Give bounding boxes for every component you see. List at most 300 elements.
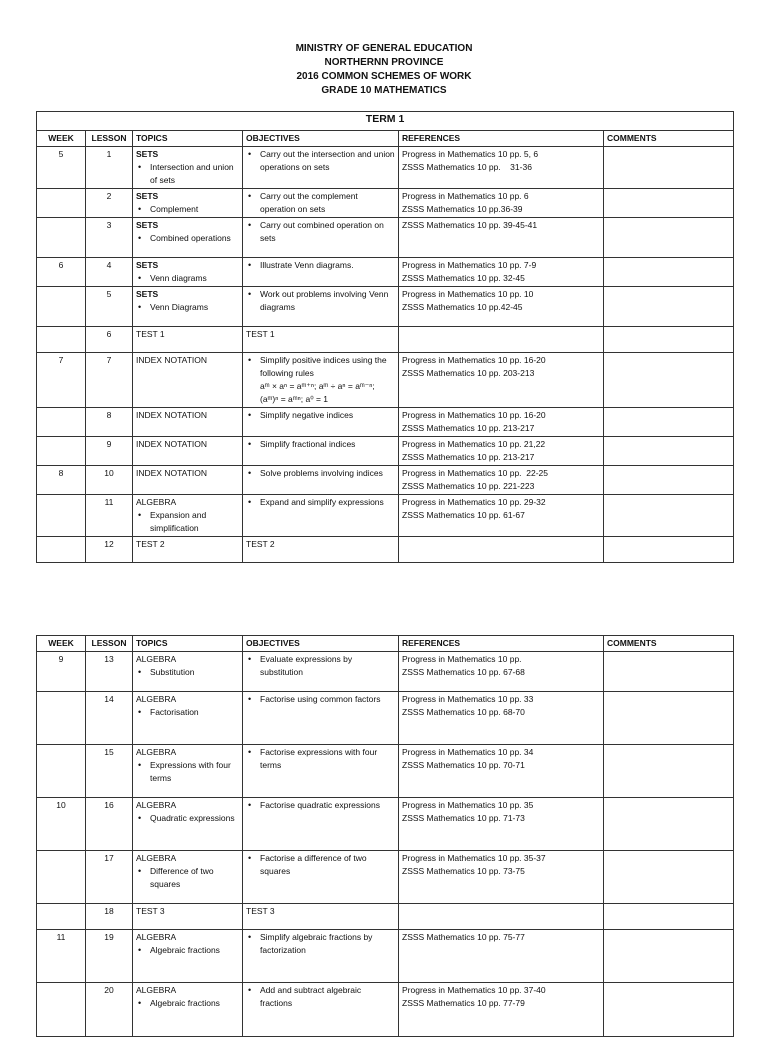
objective-text: Evaluate expressions by substitution xyxy=(260,654,353,677)
lesson-cell: 17 xyxy=(86,851,133,904)
objective-cell xyxy=(243,983,399,1037)
objective-text-bullet xyxy=(246,288,395,314)
reference-line: ZSSS Mathematics 10 pp. 31-36 xyxy=(402,162,532,172)
comments-cell xyxy=(604,466,734,495)
week-cell xyxy=(37,287,86,327)
subtopic-bullet xyxy=(136,301,239,314)
objective-text-bullet xyxy=(246,984,395,1010)
references-cell xyxy=(399,652,604,692)
references-cell xyxy=(399,930,604,983)
objective-cell xyxy=(243,904,399,930)
lesson-cell: 14 xyxy=(86,692,133,745)
references-cell xyxy=(399,983,604,1037)
topic-cell xyxy=(133,437,243,466)
week-cell xyxy=(37,745,86,798)
header-ministry: MINISTRY OF GENERAL EDUCATION xyxy=(295,43,473,54)
lesson-cell: 12 xyxy=(86,537,133,563)
subtopic-bullet xyxy=(136,759,239,785)
reference-line: Progress in Mathematics 10 pp. 29-32 xyxy=(402,497,546,507)
objective-cell xyxy=(243,692,399,745)
topic-cell xyxy=(133,495,243,537)
objective-text-bullet xyxy=(246,467,395,480)
lesson-cell: 1 xyxy=(86,147,133,189)
bullet-icon: • xyxy=(138,707,142,717)
week-cell xyxy=(37,327,86,353)
subtopic-bullet xyxy=(136,706,239,719)
comments-cell xyxy=(604,147,734,189)
lesson-row xyxy=(37,327,734,353)
comments-cell xyxy=(604,652,734,692)
topic-title: INDEX NOTATION xyxy=(136,410,207,420)
reference-line: Progress in Mathematics 10 pp. 37-40 xyxy=(402,985,546,995)
subtopic: Factorisation xyxy=(150,707,199,717)
comments-cell xyxy=(604,258,734,287)
bullet-icon: • xyxy=(248,289,252,299)
comments-cell xyxy=(604,189,734,218)
reference-line: Progress in Mathematics 10 pp. 16-20 xyxy=(402,355,546,365)
week-cell xyxy=(37,189,86,218)
subtopic-bullet xyxy=(136,161,239,187)
bullet-icon: • xyxy=(138,273,142,283)
topic-title: ALGEBRA xyxy=(136,932,177,942)
objective-text-bullet xyxy=(246,496,395,509)
column-header: OBJECTIVES xyxy=(243,636,399,652)
lesson-row xyxy=(37,652,734,692)
bullet-icon: • xyxy=(138,945,142,955)
lesson-cell: 2 xyxy=(86,189,133,218)
lesson-row xyxy=(37,287,734,327)
topic-title: TEST 2 xyxy=(136,539,165,549)
bullet-icon: • xyxy=(138,233,142,243)
reference-line: Progress in Mathematics 10 pp. 22-25 xyxy=(402,468,548,478)
objective-text: Factorise using common factors xyxy=(260,694,381,704)
objective-cell xyxy=(243,652,399,692)
objective-text: Simplify positive indices using the following rules xyxy=(260,355,387,378)
lesson-cell: 15 xyxy=(86,745,133,798)
header-grade: GRADE 10 MATHEMATICS xyxy=(321,85,447,96)
week-cell xyxy=(37,851,86,904)
reference-line: ZSSS Mathematics 10 pp. 213-217 xyxy=(402,452,535,462)
bullet-icon: • xyxy=(138,667,142,677)
comments-cell xyxy=(604,437,734,466)
objective-text-bullet xyxy=(246,799,395,812)
subtopic: Intersection and union of sets xyxy=(150,162,234,185)
lesson-row xyxy=(37,692,734,745)
lesson-cell: 10 xyxy=(86,466,133,495)
topic-title: ALGEBRA xyxy=(136,654,177,664)
week-cell: 11 xyxy=(37,930,86,983)
reference-line: ZSSS Mathematics 10 pp. 73-75 xyxy=(402,866,525,876)
lesson-row xyxy=(37,258,734,287)
topic-cell xyxy=(133,904,243,930)
objective-cell xyxy=(243,466,399,495)
reference-line: Progress in Mathematics 10 pp. 10 xyxy=(402,289,534,299)
topic-cell xyxy=(133,258,243,287)
references-cell xyxy=(399,218,604,258)
comments-cell xyxy=(604,745,734,798)
topic-title: ALGEBRA xyxy=(136,800,177,810)
subtopic-bullet xyxy=(136,666,239,679)
topic-title: INDEX NOTATION xyxy=(136,468,207,478)
column-header-row xyxy=(37,131,734,147)
subtopic-bullet xyxy=(136,272,239,285)
objective-text: Factorise expressions with four terms xyxy=(260,747,378,770)
lesson-cell: 8 xyxy=(86,408,133,437)
reference-line: ZSSS Mathematics 10 pp. 39-45-41 xyxy=(402,220,538,230)
objective-text: Carry out the intersection and union operations on sets xyxy=(260,149,395,172)
objective-text: Illustrate Venn diagrams. xyxy=(260,260,354,270)
bullet-icon: • xyxy=(248,497,252,507)
comments-cell xyxy=(604,353,734,408)
lesson-row xyxy=(37,851,734,904)
objective-text-bullet xyxy=(246,653,395,679)
lesson-cell: 20 xyxy=(86,983,133,1037)
bullet-icon: • xyxy=(248,220,252,230)
week-cell xyxy=(37,983,86,1037)
lesson-cell: 19 xyxy=(86,930,133,983)
topic-cell xyxy=(133,327,243,353)
reference-line: Progress in Mathematics 10 pp. 5, 6 xyxy=(402,149,539,159)
objective-text: Solve problems involving indices xyxy=(260,468,383,478)
column-header: WEEK xyxy=(37,636,86,652)
lesson-cell: 6 xyxy=(86,327,133,353)
topic-title: ALGEBRA xyxy=(136,497,177,507)
lesson-row xyxy=(37,408,734,437)
lesson-cell: 16 xyxy=(86,798,133,851)
reference-line: ZSSS Mathematics 10 pp. 213-217 xyxy=(402,423,535,433)
lesson-row xyxy=(37,745,734,798)
lesson-row xyxy=(37,437,734,466)
references-cell xyxy=(399,258,604,287)
reference-line: Progress in Mathematics 10 pp. 33 xyxy=(402,694,534,704)
objective-text-bullet xyxy=(246,852,395,878)
subtopic: Expansion and simplification xyxy=(150,510,207,533)
topic-title: INDEX NOTATION xyxy=(136,439,207,449)
objective-text: Carry out the complement operation on sets xyxy=(260,191,358,214)
objective-text: Simplify algebraic fractions by factorization xyxy=(260,932,373,955)
references-cell xyxy=(399,147,604,189)
objective-cell xyxy=(243,287,399,327)
objective-text-bullet xyxy=(246,746,395,772)
comments-cell xyxy=(604,692,734,745)
bullet-icon: • xyxy=(248,800,252,810)
column-header: COMMENTS xyxy=(604,131,734,147)
objective-cell xyxy=(243,353,399,408)
subtopic-bullet xyxy=(136,997,239,1010)
objective-text-bullet xyxy=(246,931,395,957)
bullet-icon: • xyxy=(248,355,252,365)
bullet-icon: • xyxy=(138,760,142,770)
lesson-row xyxy=(37,537,734,563)
comments-cell xyxy=(604,537,734,563)
week-cell: 9 xyxy=(37,652,86,692)
objective-text: Work out problems involving Venn diagrams xyxy=(260,289,389,312)
objective-text-bullet xyxy=(246,259,395,272)
subtopic: Substitution xyxy=(150,667,195,677)
column-header: REFERENCES xyxy=(399,636,604,652)
subtopic-bullet xyxy=(136,812,239,825)
continuation-schemes-table xyxy=(36,635,734,1037)
objective-text: TEST 1 xyxy=(246,329,275,339)
references-cell xyxy=(399,353,604,408)
header-province: NORTHERNN PROVINCE xyxy=(324,57,444,68)
reference-line: ZSSS Mathematics 10 pp. 75-77 xyxy=(402,932,525,942)
subtopic-bullet xyxy=(136,509,239,535)
lesson-cell: 4 xyxy=(86,258,133,287)
objective-text: Carry out combined operation on sets xyxy=(260,220,384,243)
reference-line: ZSSS Mathematics 10 pp. 67-68 xyxy=(402,667,525,677)
reference-line: ZSSS Mathematics 10 pp. 221-223 xyxy=(402,481,535,491)
objective-cell xyxy=(243,437,399,466)
comments-cell xyxy=(604,904,734,930)
bullet-icon: • xyxy=(248,468,252,478)
objective-text: Simplify fractional indices xyxy=(260,439,356,449)
bullet-icon: • xyxy=(138,204,142,214)
references-cell xyxy=(399,287,604,327)
objective-text: Factorise a difference of two squares xyxy=(260,853,367,876)
bullet-icon: • xyxy=(138,162,142,172)
references-cell xyxy=(399,798,604,851)
lesson-cell: 3 xyxy=(86,218,133,258)
comments-cell xyxy=(604,408,734,437)
subtopic-bullet xyxy=(136,232,239,245)
bullet-icon: • xyxy=(248,260,252,270)
objective-cell xyxy=(243,327,399,353)
bullet-icon: • xyxy=(248,410,252,420)
topic-title: ALGEBRA xyxy=(136,985,177,995)
bullet-icon: • xyxy=(138,813,142,823)
reference-line: Progress in Mathematics 10 pp. 34 xyxy=(402,747,534,757)
reference-line: ZSSS Mathematics 10 pp.36-39 xyxy=(402,204,523,214)
objective-text-bullet xyxy=(246,148,395,174)
objective-cell xyxy=(243,851,399,904)
references-cell xyxy=(399,327,604,353)
week-cell xyxy=(37,495,86,537)
term-title: TERM 1 xyxy=(37,112,734,131)
objective-text: TEST 2 xyxy=(246,539,275,549)
topic-cell xyxy=(133,692,243,745)
subtopic: Combined operations xyxy=(150,233,231,243)
objective-text: Add and subtract algebraic fractions xyxy=(260,985,362,1008)
week-cell: 10 xyxy=(37,798,86,851)
lesson-row xyxy=(37,466,734,495)
references-cell xyxy=(399,745,604,798)
comments-cell xyxy=(604,851,734,904)
subtopic: Quadratic expressions xyxy=(150,813,235,823)
subtopic: Venn diagrams xyxy=(150,273,207,283)
topic-cell xyxy=(133,466,243,495)
comments-cell xyxy=(604,287,734,327)
column-header: TOPICS xyxy=(133,636,243,652)
reference-line: Progress in Mathematics 10 pp. xyxy=(402,654,522,664)
subtopic: Expressions with four terms xyxy=(150,760,231,783)
bullet-icon: • xyxy=(138,866,142,876)
objective-text: Expand and simplify expressions xyxy=(260,497,384,507)
column-header-row xyxy=(37,636,734,652)
reference-line: ZSSS Mathematics 10 pp. 70-71 xyxy=(402,760,525,770)
bullet-icon: • xyxy=(248,149,252,159)
topic-cell xyxy=(133,353,243,408)
references-cell xyxy=(399,437,604,466)
reference-line: Progress in Mathematics 10 pp. 21,22 xyxy=(402,439,546,449)
topic-title: ALGEBRA xyxy=(136,694,177,704)
subtopic: Algebraic fractions xyxy=(150,998,220,1008)
index-rule: aᵐ × aⁿ = aᵐ⁺ⁿ; aᵐ ÷ aⁿ = aᵐ⁻ⁿ; xyxy=(260,381,375,391)
week-cell xyxy=(37,218,86,258)
topic-cell xyxy=(133,983,243,1037)
subtopic: Algebraic fractions xyxy=(150,945,220,955)
topic-title: TEST 1 xyxy=(136,329,165,339)
objective-text-bullet xyxy=(246,354,395,380)
column-header: LESSON xyxy=(86,636,133,652)
subtopic-bullet xyxy=(136,865,239,891)
topic-cell xyxy=(133,537,243,563)
topic-title: SETS xyxy=(136,149,159,159)
reference-line: Progress in Mathematics 10 pp. 7-9 xyxy=(402,260,537,270)
references-cell xyxy=(399,692,604,745)
document-header xyxy=(0,42,768,98)
bullet-icon: • xyxy=(248,191,252,201)
bullet-icon: • xyxy=(138,998,142,1008)
column-header: REFERENCES xyxy=(399,131,604,147)
topic-title: SETS xyxy=(136,191,159,201)
reference-line: ZSSS Mathematics 10 pp.42-45 xyxy=(402,302,523,312)
topic-title: ALGEBRA xyxy=(136,853,177,863)
topic-title: SETS xyxy=(136,289,159,299)
reference-line: Progress in Mathematics 10 pp. 35-37 xyxy=(402,853,546,863)
references-cell xyxy=(399,495,604,537)
lesson-row xyxy=(37,930,734,983)
week-cell xyxy=(37,904,86,930)
objective-text: TEST 3 xyxy=(246,906,275,916)
lesson-row xyxy=(37,218,734,258)
reference-line: ZSSS Mathematics 10 pp. 203-213 xyxy=(402,368,535,378)
objective-text-bullet xyxy=(246,409,395,422)
comments-cell xyxy=(604,495,734,537)
references-cell xyxy=(399,408,604,437)
lesson-cell: 11 xyxy=(86,495,133,537)
comments-cell xyxy=(604,930,734,983)
bullet-icon: • xyxy=(248,747,252,757)
week-cell xyxy=(37,537,86,563)
reference-line: ZSSS Mathematics 10 pp. 68-70 xyxy=(402,707,525,717)
lesson-cell: 7 xyxy=(86,353,133,408)
week-cell: 5 xyxy=(37,147,86,189)
objective-cell xyxy=(243,537,399,563)
header-scheme: 2016 COMMON SCHEMES OF WORK xyxy=(296,71,472,82)
objective-cell xyxy=(243,258,399,287)
comments-cell xyxy=(604,798,734,851)
topic-title: INDEX NOTATION xyxy=(136,355,207,365)
subtopic: Difference of two squares xyxy=(150,866,214,889)
objective-text-bullet xyxy=(246,438,395,451)
references-cell xyxy=(399,851,604,904)
objective-cell xyxy=(243,798,399,851)
objective-cell xyxy=(243,189,399,218)
topic-title: SETS xyxy=(136,260,159,270)
topic-title: TEST 3 xyxy=(136,906,165,916)
comments-cell xyxy=(604,218,734,258)
week-cell: 7 xyxy=(37,353,86,408)
bullet-icon: • xyxy=(248,439,252,449)
reference-line: ZSSS Mathematics 10 pp. 71-73 xyxy=(402,813,525,823)
column-header: COMMENTS xyxy=(604,636,734,652)
term1-schemes-table xyxy=(36,111,734,563)
objective-text: Simplify negative indices xyxy=(260,410,354,420)
bullet-icon: • xyxy=(138,302,142,312)
lesson-row xyxy=(37,798,734,851)
lesson-row xyxy=(37,904,734,930)
objective-cell xyxy=(243,218,399,258)
objective-cell xyxy=(243,745,399,798)
lesson-cell: 5 xyxy=(86,287,133,327)
bullet-icon: • xyxy=(248,694,252,704)
topic-cell xyxy=(133,218,243,258)
topic-cell xyxy=(133,408,243,437)
column-header: LESSON xyxy=(86,131,133,147)
week-cell: 8 xyxy=(37,466,86,495)
references-cell xyxy=(399,189,604,218)
objective-cell xyxy=(243,495,399,537)
objective-text-bullet xyxy=(246,693,395,706)
bullet-icon: • xyxy=(248,654,252,664)
topic-cell xyxy=(133,930,243,983)
column-header: WEEK xyxy=(37,131,86,147)
reference-line: ZSSS Mathematics 10 pp. 32-45 xyxy=(402,273,525,283)
reference-line: ZSSS Mathematics 10 pp. 77-79 xyxy=(402,998,525,1008)
topic-cell xyxy=(133,287,243,327)
lesson-row xyxy=(37,189,734,218)
subtopic: Complement xyxy=(150,204,199,214)
objective-text: Factorise quadratic expressions xyxy=(260,800,381,810)
reference-line: Progress in Mathematics 10 pp. 35 xyxy=(402,800,534,810)
index-rule: (aᵐ)ⁿ = aᵐⁿ; a⁰ = 1 xyxy=(260,394,329,404)
lesson-cell: 9 xyxy=(86,437,133,466)
topic-cell xyxy=(133,798,243,851)
topic-cell xyxy=(133,745,243,798)
topic-cell xyxy=(133,652,243,692)
week-cell xyxy=(37,692,86,745)
topic-title: ALGEBRA xyxy=(136,747,177,757)
bullet-icon: • xyxy=(138,510,142,520)
objective-text-bullet xyxy=(246,190,395,216)
comments-cell xyxy=(604,983,734,1037)
topic-cell xyxy=(133,147,243,189)
reference-line: ZSSS Mathematics 10 pp. 61-67 xyxy=(402,510,525,520)
bullet-icon: • xyxy=(248,985,252,995)
column-header: TOPICS xyxy=(133,131,243,147)
lesson-row xyxy=(37,353,734,408)
week-cell xyxy=(37,437,86,466)
column-header: OBJECTIVES xyxy=(243,131,399,147)
lesson-row xyxy=(37,147,734,189)
topic-cell xyxy=(133,851,243,904)
references-cell xyxy=(399,466,604,495)
bullet-icon: • xyxy=(248,932,252,942)
reference-line: Progress in Mathematics 10 pp. 6 xyxy=(402,191,529,201)
subtopic-bullet xyxy=(136,203,239,216)
topic-title: SETS xyxy=(136,220,159,230)
subtopic: Venn Diagrams xyxy=(150,302,209,312)
objective-cell xyxy=(243,930,399,983)
lesson-row xyxy=(37,495,734,537)
week-cell xyxy=(37,408,86,437)
lesson-row xyxy=(37,983,734,1037)
reference-line: Progress in Mathematics 10 pp. 16-20 xyxy=(402,410,546,420)
lesson-cell: 18 xyxy=(86,904,133,930)
week-cell: 6 xyxy=(37,258,86,287)
comments-cell xyxy=(604,327,734,353)
